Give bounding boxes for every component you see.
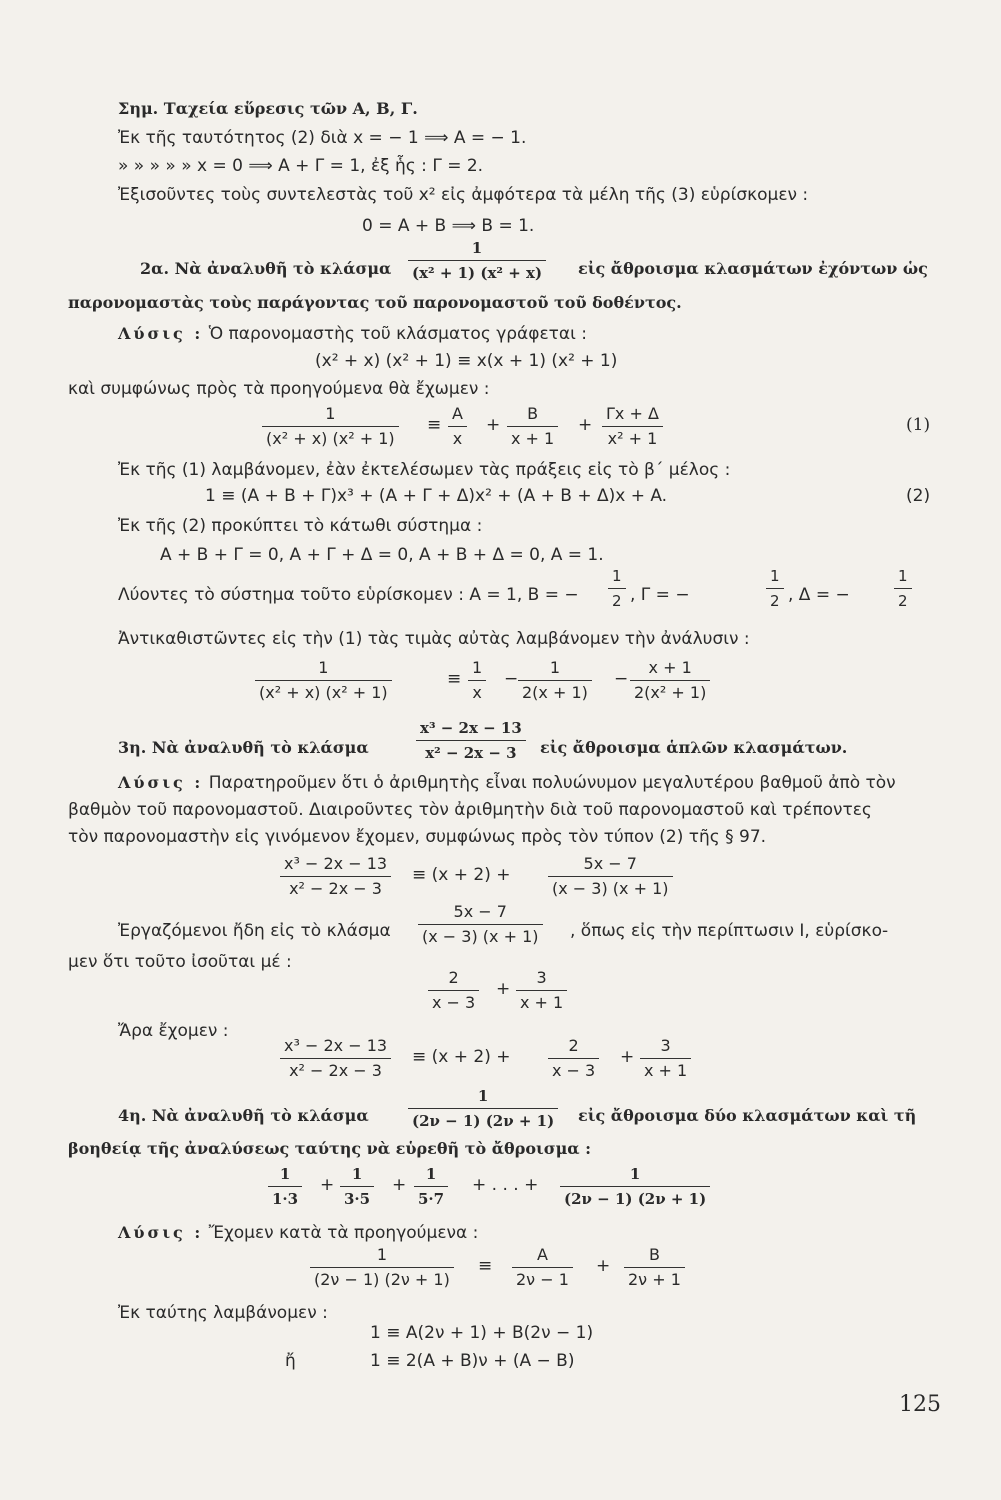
ex2a-line-4: Ἐκ τῆς (2) προκύπτει τὸ κάτωθι σύστημα : (118, 516, 483, 536)
equiv-sign: ≡ (427, 415, 442, 435)
eq-number-1: (1) (906, 415, 931, 435)
ex4-eq-1: 1 ≡ A(2ν + 1) + B(2ν − 1) (370, 1323, 594, 1343)
ex4-b1: $\frac{1}{(2\nu - 1) (2\nu + 1)}$ (310, 1245, 454, 1290)
ex2a-tail: εἰς ἄθροισμα κλασμάτων ἐχόντων ὡς (578, 259, 928, 278)
ex2a-r4: $\frac{x + 1}{\text{2(x² + 1)}}$ (630, 658, 710, 703)
note-line-1: Ἐκ τῆς ταυτότητος (2) διὰ x = − 1 ⟹ A = − 1. (118, 128, 527, 148)
ex3-w-frac: $\frac{5x - 7}{(x - 3) (x + 1)}$ (418, 902, 543, 947)
half-fraction: $\frac{1}{2}$ (894, 566, 912, 611)
ex3-q3: $\frac{3}{x + 1}$ (640, 1036, 691, 1081)
ex2a-line-3: Ἐκ τῆς (1) λαμβάνομεν, ἐὰν ἐκτελέσωμεν τὰς πράξεις εἰς τὸ β΄ μέλος : (118, 460, 731, 480)
ex2a-r1: $\frac{1}{\text{(x² + x) (x² + 1)}}$ (255, 658, 392, 703)
solution-label: Λύσις : (118, 773, 204, 792)
ex2a-r3: $\frac{1}{2(x + 1)}$ (518, 658, 592, 703)
ex3-p1: $\frac{2}{x - 3}$ (428, 968, 479, 1013)
solution-text: Ἔχομεν κατὰ τὰ προηγούμενα : (208, 1223, 479, 1243)
plus-sign: + (496, 979, 511, 999)
ex2a-system: A + B + Γ = 0, A + Γ + Δ = 0, A + B + Δ = 0, A = 1. (160, 545, 604, 565)
plus-sign: + (620, 1047, 635, 1067)
ex4-line-2: Ἐκ ταύτης λαμβάνομεν : (118, 1303, 328, 1323)
ex4-fraction: $\frac{1}{(2\nu - 1) (2\nu + 1)}$ (408, 1086, 558, 1131)
ex4-a2: $\frac{1}{3\cdot 5}$ (340, 1164, 374, 1209)
solution-label: Λύσις : (118, 324, 204, 343)
solution-label: Λύσις : (118, 1223, 204, 1242)
note-line-4: 0 = A + B ⟹ B = 1. (362, 216, 535, 236)
plus-sign: + (486, 415, 501, 435)
ex3-q-mid: ≡ (x + 2) + (412, 1047, 511, 1067)
ex2a-label: 2α. Νὰ ἀναλυθῆ τὸ κλάσμα (140, 259, 392, 278)
ex3-p2: $\frac{3}{x + 1}$ (516, 968, 567, 1013)
ex2a-continuation: παρονομαστὰς τοὺς παράγοντας τοῦ παρονομαστοῦ τοῦ δοθέντος. (68, 293, 682, 312)
ex3-ara: Ἄρα ἔχομεν : (118, 1021, 229, 1041)
ex3-label: 3η. Νὰ ἀναλυθῆ τὸ κλάσμα (118, 738, 369, 757)
ex3-q1: $\frac{\text{x³ − 2x − 13}}{\text{x² − 2x − 3}}$ (280, 1036, 391, 1081)
eq-number-2: (2) (906, 486, 931, 506)
plus-sign: + (578, 415, 593, 435)
plus-sign: + (320, 1175, 335, 1195)
ex4-solution-line (118, 1222, 478, 1244)
plus-sign: + (596, 1256, 611, 1276)
ex2a-r2: $\frac{1}{x}$ (468, 658, 486, 703)
ex3-tail: εἰς ἄθροισμα ἁπλῶν κλασμάτων. (540, 738, 848, 757)
half-fraction: $\frac{1}{2}$ (766, 566, 784, 611)
ex2a-line-5: Λύοντες τὸ σύστημα τοῦτο εὑρίσκομεν : A = 1, B = − (118, 585, 579, 605)
ex3-line-2: βαθμὸν τοῦ παρονομαστοῦ. Διαιροῦντες τὸν ἀριθμητὴν διὰ τοῦ παρονομαστοῦ καὶ τρέποντες (68, 800, 872, 820)
ex4-continuation: βοηθείᾳ τῆς ἀναλύσεως ταύτης νὰ εὑρεθῆ τὸ ἄθροισμα : (68, 1139, 592, 1158)
solution-text: Ὁ παρονομαστὴς τοῦ κλάσματος γράφεται : (208, 324, 587, 344)
ex4-a4: $\frac{1}{(2\nu - 1) (2\nu + 1)}$ (560, 1164, 710, 1209)
plus-sign: + (392, 1175, 407, 1195)
ex4-eq-2: 1 ≡ 2(A + B)ν + (A − B) (370, 1351, 575, 1371)
ex3-solution-line (118, 772, 896, 794)
gamma-value: , Γ = − (630, 585, 690, 605)
equiv-sign: ≡ (478, 1256, 493, 1276)
ex4-tail: εἰς ἄθροισμα δύο κλασμάτων καὶ τῆ (578, 1106, 917, 1125)
ex2a-f3: $\frac{B}{x + 1}$ (507, 404, 558, 449)
ex2a-line-6: Ἀντικαθιστῶντες εἰς τὴν (1) τὰς τιμὰς αὐτὰς λαμβάνομεν τὴν ἀνάλυσιν : (118, 629, 750, 649)
ex4-b2: $\frac{A}{2\nu - 1}$ (512, 1245, 573, 1290)
page-number: 125 (899, 1392, 941, 1417)
ex4-label: 4η. Νὰ ἀναλυθῆ τὸ κλάσμα (118, 1106, 369, 1125)
half-fraction: $\frac{1}{2}$ (608, 566, 626, 611)
ex3-w1: Ἐργαζόμενοι ἤδη εἰς τὸ κλάσμα (118, 921, 391, 941)
ex3-q2: $\frac{2}{x - 3}$ (548, 1036, 599, 1081)
ex4-a1: $\frac{1}{1\cdot 3}$ (268, 1164, 302, 1209)
ex2a-solution-line (118, 323, 587, 345)
ex4-eta: ἤ (285, 1351, 296, 1371)
ex4-dots: + . . . + (472, 1175, 539, 1195)
ex3-e1-mid: ≡ (x + 2) + (412, 865, 511, 885)
ex4-a3: $\frac{1}{5\cdot 7}$ (414, 1164, 448, 1209)
ex2a-fraction: $\frac{1}{\text{(x² + 1) (x² + x)}}$ (408, 238, 546, 283)
note-line-3: Ἐξισοῦντες τοὺς συντελεστὰς τοῦ x² εἰς ἀμφότερα τὰ μέλη τῆς (3) εὑρίσκομεν : (118, 185, 809, 205)
delta-value: , Δ = − (788, 585, 850, 605)
note-line-2: » » » » » x = 0 ⟹ A + Γ = 1, ἐξ ἧς : Γ = 2. (118, 156, 484, 176)
ex2a-eq-2: 1 ≡ (A + B + Γ)x³ + (A + Γ + Δ)x² + (A + B + Δ)x + A. (205, 486, 668, 506)
ex2a-f2: $\frac{A}{x}$ (448, 404, 467, 449)
ex4-b3: $\frac{B}{2\nu + 1}$ (624, 1245, 685, 1290)
solution-text: Παρατηροῦμεν ὅτι ὁ ἀριθμητὴς εἶναι πολυώνυμον μεγαλυτέρου βαθμοῦ ἀπὸ τὸν (208, 773, 896, 793)
ex2a-f4: $\frac{\Gamma x + \Delta}{\text{x² + 1}}$ (602, 404, 663, 449)
ex3-w2: , ὅπως εἰς τὴν περίπτωσιν Ι, εὑρίσκο- (570, 921, 889, 941)
note-title: Σημ. Ταχεία εὕρεσις τῶν Α, Β, Γ. (118, 99, 418, 118)
ex3-line-3: τὸν παρονομαστὴν εἰς γινόμενον ἔχομεν, συμφώνως πρὸς τὸν τύπον (2) τῆς § 97. (68, 827, 767, 847)
ex2a-f1: $\frac{1}{\text{(x² + x) (x² + 1)}}$ (262, 404, 399, 449)
ex3-fraction: $\frac{\text{x³ − 2x − 13}}{\text{x² − 2x − 3}}$ (416, 718, 526, 763)
ex3-e2: $\frac{5x - 7}{(x - 3) (x + 1)}$ (548, 854, 673, 899)
ex2a-line-2: καὶ συμφώνως πρὸς τὰ προηγούμενα θὰ ἔχωμεν : (68, 379, 490, 399)
ex2a-identity: (x² + x) (x² + 1) ≡ x(x + 1) (x² + 1) (315, 351, 618, 371)
ex3-w3: μεν ὅτι τοῦτο ἰσοῦται μέ : (68, 952, 292, 972)
ex3-e1: $\frac{\text{x³ − 2x − 13}}{\text{x² − 2x − 3}}$ (280, 854, 391, 899)
minus-sign: − (614, 669, 629, 689)
equiv-sign: ≡ (447, 669, 462, 689)
minus-sign: − (504, 669, 519, 689)
